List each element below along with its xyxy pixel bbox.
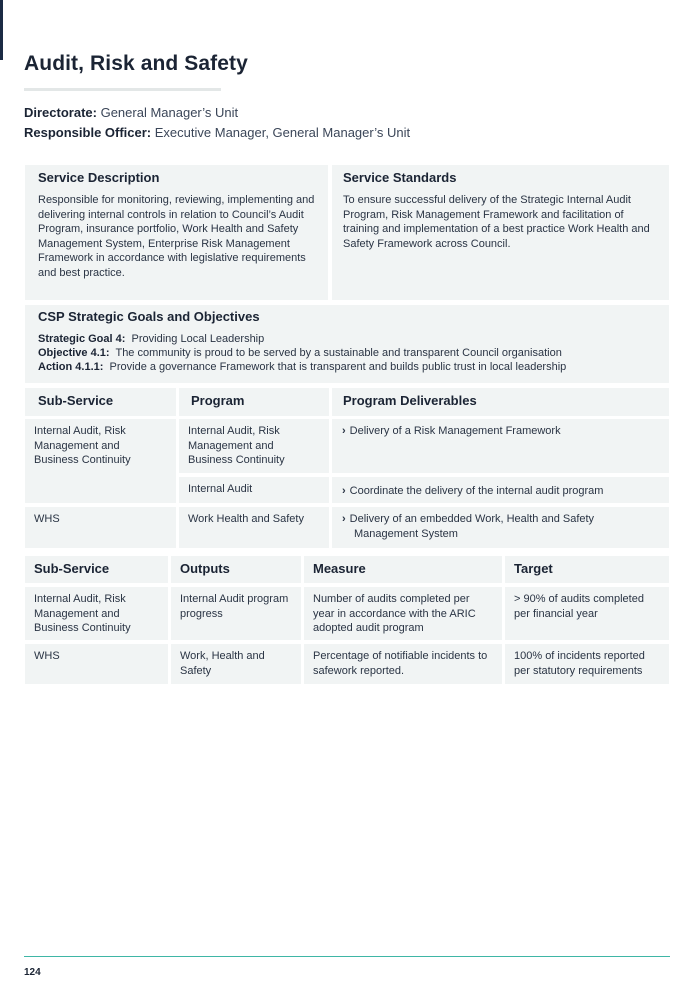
measures-target-cell: 100% of incidents reported per statutory requirements <box>505 644 669 684</box>
programs-program-cell: Internal Audit <box>179 477 329 503</box>
programs-deliverable-cell <box>332 419 669 473</box>
directorate-line <box>24 105 238 120</box>
strategic-goal-text: Providing Local Leadership <box>131 333 265 345</box>
action-line <box>38 360 656 374</box>
deliverable-item: › Coordinate the delivery of the internal audit program <box>342 482 660 499</box>
programs-program-cell: Work Health and Safety <box>179 507 329 548</box>
objective-text: The community is proud to be served by a sustainable and transparent Council organisation <box>115 347 562 359</box>
service-description-box <box>25 165 328 300</box>
objective-label: Objective 4.1: <box>38 347 110 359</box>
service-description-heading: Service Description <box>38 170 160 185</box>
measures-measure-cell: Percentage of notifiable incidents to safework reported. <box>304 644 502 684</box>
deliverable-item: › Delivery of a Risk Management Framework <box>342 424 660 439</box>
action-label: Action 4.1.1: <box>38 361 104 373</box>
measures-sub-service-cell: Internal Audit, Risk Management and Business Continuity <box>25 587 168 640</box>
page-title: Audit, Risk and Safety <box>24 52 248 75</box>
strategic-goal-line <box>38 332 656 346</box>
programs-sub-service-cell: WHS <box>25 507 176 548</box>
measures-output-cell: Internal Audit program progress <box>171 587 301 640</box>
objective-line <box>38 346 656 360</box>
footer-rule <box>24 956 670 957</box>
measures-header-measure: Measure <box>304 556 502 583</box>
csp-goals-box <box>25 305 669 383</box>
deliverable-item: › Delivery of an embedded Work, Health and Safety Management System <box>342 512 660 541</box>
programs-program-cell: Internal Audit, Risk Management and Business Continuity <box>179 419 329 473</box>
programs-sub-service-cell: Internal Audit, Risk Management and Business Continuity <box>25 419 176 503</box>
measures-header-sub-service: Sub-Service <box>25 556 168 583</box>
measures-sub-service-cell: WHS <box>25 644 168 684</box>
title-underline <box>24 88 221 91</box>
responsible-officer-value: Executive Manager, General Manager’s Unit <box>154 125 411 140</box>
service-standards-heading: Service Standards <box>343 170 457 185</box>
service-standards-box <box>332 165 669 300</box>
csp-goals-list <box>38 332 656 374</box>
measures-header-target: Target <box>505 556 669 583</box>
measures-target-cell: > 90% of audits completed per financial year <box>505 587 669 640</box>
directorate-value: General Manager’s Unit <box>100 105 239 120</box>
programs-header-sub-service: Sub-Service <box>25 388 176 416</box>
strategic-goal-label: Strategic Goal 4: <box>38 333 126 345</box>
programs-deliverable-cell <box>332 507 669 548</box>
service-standards-text: To ensure successful delivery of the Strategic Internal Audit Program, Risk Management Framework and facilitation of training and implementation of a best practice Work Health and Safety Framework across Council. <box>343 194 650 250</box>
service-description-text: Responsible for monitoring, reviewing, implementing and delivering internal controls in relation to Council’s Audit Program, insurance portfolio, Work Health and Safety Management System, Enterprise Risk Management Framework in accordance with legislative requirements and best practice. <box>38 194 315 279</box>
action-text: Provide a governance Framework that is transparent and builds public trust in local leadership <box>109 361 567 373</box>
measures-measure-cell: Number of audits completed per year in accordance with the ARIC adopted audit program <box>304 587 502 640</box>
responsible-officer-line <box>24 125 410 140</box>
directorate-label: Directorate: <box>24 105 97 120</box>
page-edge-mark <box>0 0 3 60</box>
programs-deliverable-cell <box>332 477 669 503</box>
measures-output-cell: Work, Health and Safety <box>171 644 301 684</box>
csp-goals-heading: CSP Strategic Goals and Objectives <box>38 309 260 324</box>
measures-header-outputs: Outputs <box>171 556 301 583</box>
responsible-officer-label: Responsible Officer: <box>24 125 152 140</box>
page-number: 124 <box>24 967 41 978</box>
programs-header-program: Program <box>179 388 329 416</box>
programs-header-deliverables: Program Deliverables <box>332 388 669 416</box>
